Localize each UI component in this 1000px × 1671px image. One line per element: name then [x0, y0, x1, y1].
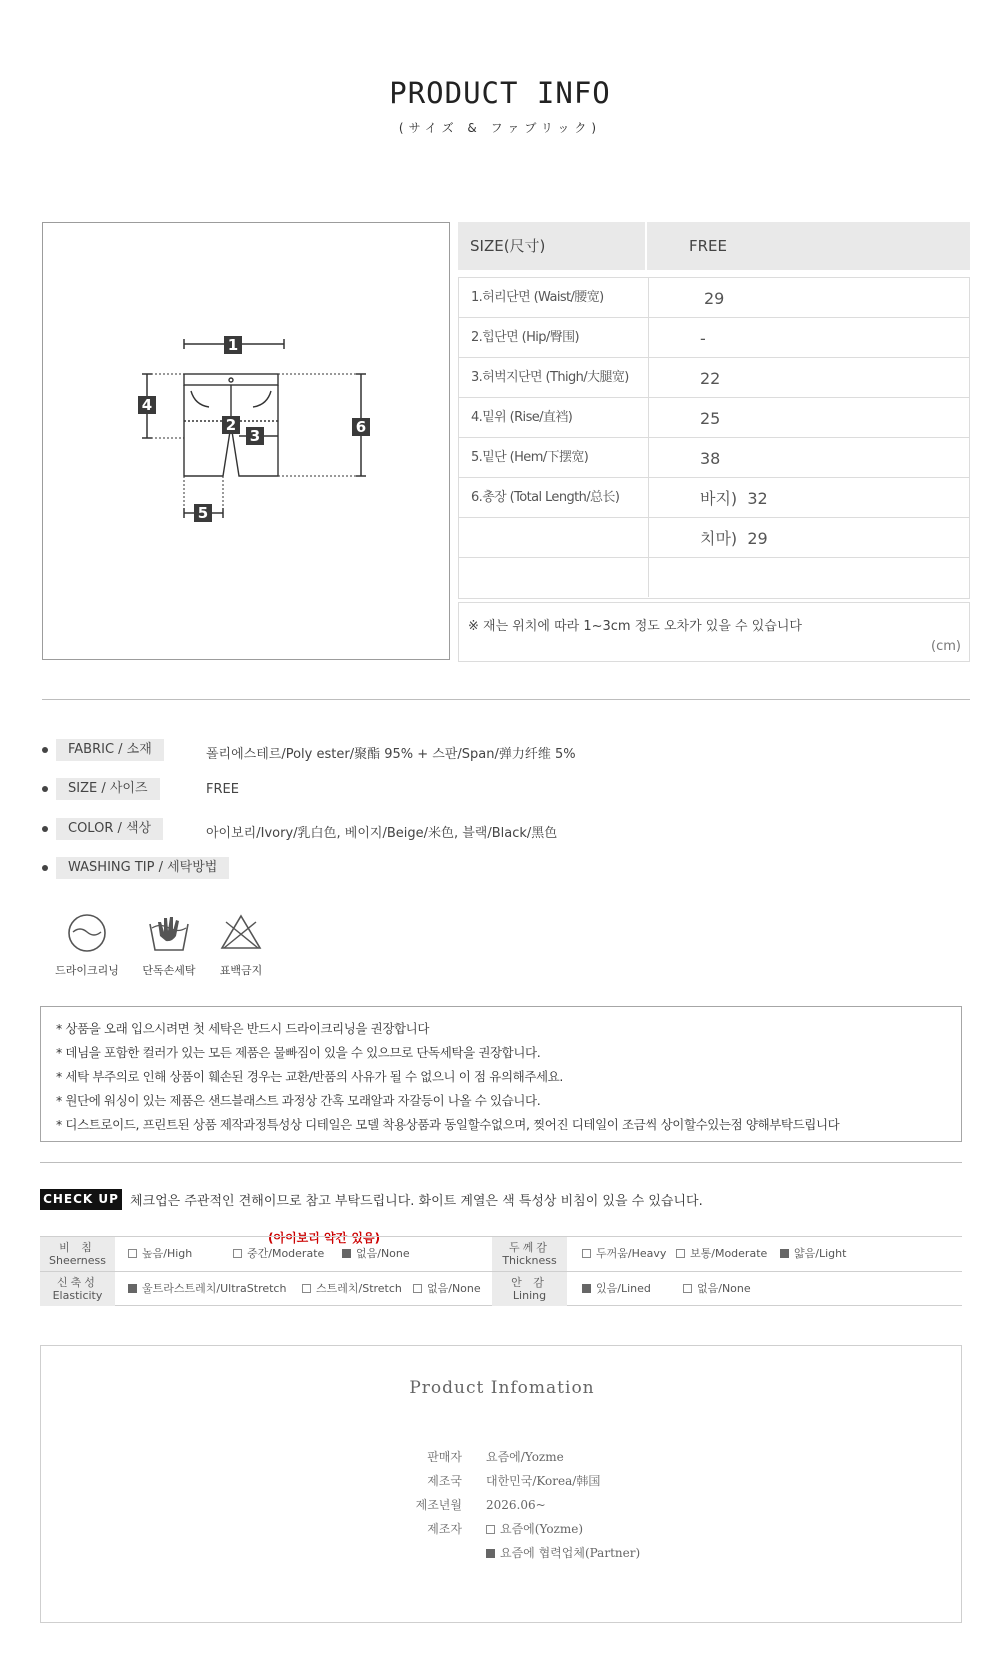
size-row-label: 2.힙단면 (Hip/臀围) [459, 318, 649, 357]
care-note: * 데님을 포함한 컬러가 있는 모든 제품은 물빠짐이 있을 수 있으므로 단독세탁을 권장합니다. [56, 1045, 541, 1060]
bullet-icon [42, 865, 48, 871]
manufacture-date-row [41, 1494, 963, 1516]
manufacturer-value-wrap [486, 1518, 583, 1540]
size-table [458, 277, 970, 599]
checkbox-icon [302, 1284, 311, 1293]
lining-header-ko: 안 감 [511, 1276, 548, 1289]
option-label: 없음/None [427, 1282, 481, 1295]
option-label: 중간/Moderate [247, 1247, 325, 1260]
checkbox-icon [128, 1249, 137, 1258]
size-table-header [458, 222, 970, 270]
seller-key: 판매자 [427, 1450, 462, 1464]
shorts-diagram-svg [43, 223, 451, 661]
checkbox-icon [233, 1249, 242, 1258]
sheerness-red-note: (아이보리 약간 있음) [268, 1231, 381, 1245]
button-dot [229, 378, 233, 382]
marker-4: 4 [141, 396, 153, 414]
marker-5: 5 [197, 504, 209, 522]
manufacturer-row [41, 1518, 963, 1540]
elasticity-option-none [413, 1272, 481, 1306]
option-label: 울트라스트레치/UltraStretch [142, 1282, 287, 1295]
size-row-value: 치마) 29 [700, 529, 768, 548]
size-row-value: 38 [700, 449, 721, 468]
care-note: * 상품을 오래 입으시려면 첫 세탁은 반드시 드라이크리닝을 권장합니다 [56, 1021, 430, 1036]
sheerness-header [40, 1237, 115, 1271]
thickness-option-light [780, 1237, 846, 1271]
checkbox-icon [486, 1525, 495, 1534]
care-notes-box [40, 1006, 962, 1142]
divider [40, 1162, 962, 1163]
check-up-badge: CHECK UP [40, 1189, 122, 1210]
size-header-value: FREE [689, 237, 728, 255]
size-row-label: 1.허리단면 (Waist/腰宽) [459, 278, 649, 317]
manufacture-date-key: 제조년월 [415, 1498, 462, 1512]
hand-wash-label: 단독손세탁 [142, 964, 196, 977]
washing-tip-tag: WASHING TIP / 세탁방법 [56, 857, 229, 879]
option-label: 높음/High [142, 1247, 193, 1260]
lining-option-lined [582, 1272, 651, 1306]
partner-value-wrap [486, 1542, 640, 1564]
lining-option-none [683, 1272, 751, 1306]
manufacture-date-value: 2026.06~ [486, 1498, 546, 1512]
size-row-label: 3.허벅지단면 (Thigh/大腿宽) [459, 358, 649, 397]
color-tag: COLOR / 색상 [56, 818, 163, 840]
checkbox-checked-icon [342, 1249, 351, 1258]
checkbox-icon [582, 1249, 591, 1258]
check-up-table [40, 1236, 962, 1306]
lining-header-en: Lining [512, 1289, 547, 1302]
fabric-tag: FABRIC / 소재 [56, 739, 164, 761]
option-label: 없음/None [356, 1247, 410, 1260]
product-information-title: Product Infomation [409, 1378, 595, 1398]
checkbox-checked-icon [780, 1249, 789, 1258]
page-subtitle: (サイズ & ファブリック) [398, 121, 602, 135]
sheerness-option-none [342, 1237, 410, 1271]
size-row-empty [459, 558, 969, 598]
sheerness-option-moderate [233, 1237, 324, 1271]
option-label: 없음/None [697, 1282, 751, 1295]
elasticity-option-ultrastretch [128, 1272, 286, 1306]
divider [42, 699, 970, 700]
size-row-value: 22 [700, 369, 721, 388]
marker-3: 3 [249, 427, 261, 445]
dry-clean-icon [64, 910, 110, 956]
size-row-total-length [459, 478, 969, 518]
size-row-value: 25 [700, 409, 721, 428]
size-row-label [459, 518, 649, 557]
care-note: * 원단에 워싱이 있는 제품은 샌드블래스트 과정상 간혹 모래알과 자갈등이 나올 수 있습니다. [56, 1093, 541, 1108]
checkbox-icon [676, 1249, 685, 1258]
no-bleach-label: 표백금지 [219, 964, 263, 977]
size-row-thigh [459, 358, 969, 398]
size-row-hip [459, 318, 969, 358]
elasticity-header-en: Elasticity [52, 1289, 103, 1302]
checkbox-checked-icon [128, 1284, 137, 1293]
country-key: 제조국 [427, 1474, 462, 1488]
lining-header [492, 1272, 567, 1306]
option-label: 보통/Moderate [690, 1247, 768, 1260]
size-tag: SIZE / 사이즈 [56, 778, 160, 800]
marker-1: 1 [227, 336, 239, 354]
checkbox-checked-icon [486, 1549, 495, 1558]
thickness-header-en: Thickness [502, 1254, 557, 1267]
thickness-option-heavy [582, 1237, 666, 1271]
thickness-header-ko: 두께감 [509, 1241, 550, 1254]
bullet-icon [42, 826, 48, 832]
option-label: 스트레치/Stretch [316, 1282, 402, 1295]
measurement-note: ※ 재는 위치에 따라 1~3cm 정도 오차가 있을 수 있습니다 [468, 619, 802, 634]
size-row-rise [459, 398, 969, 438]
seller-value: 요즘에/Yozme [486, 1450, 564, 1464]
checkbox-icon [683, 1284, 692, 1293]
partner-value: 요즘에 협력업체(Partner) [500, 1546, 641, 1560]
size-header-label: SIZE(尺寸) [458, 222, 647, 270]
sheerness-header-ko: 비 침 [59, 1241, 96, 1254]
manufacturer-value: 요즘에(Yozme) [500, 1522, 584, 1536]
care-note: * 세탁 부주의로 인해 상품이 훼손된 경우는 교환/반품의 사유가 될 수 없으니 이 점 유의해주세요. [56, 1069, 563, 1084]
option-label: 있음/Lined [596, 1282, 651, 1295]
care-note: * 디스트로이드, 프린트된 상품 제작과정특성상 디테일은 모델 착용상품과 동일할수없으며, 찢어진 디테일이 조금씩 상이할수있는점 양해부탁드립니다 [56, 1117, 840, 1132]
size-value: FREE [206, 782, 239, 797]
shorts-measurement-diagram [42, 222, 450, 660]
thickness-option-moderate [676, 1237, 767, 1271]
hand-wash-icon [146, 910, 192, 956]
product-information-box [40, 1345, 962, 1623]
size-row-value: 바지) 32 [700, 489, 768, 508]
color-value: 아이보리/Ivory/乳白色, 베이지/Beige/米色, 블랙/Black/黑色 [206, 826, 558, 841]
manufacturer-key: 제조자 [427, 1522, 462, 1536]
size-row-value: - [700, 329, 706, 348]
fabric-value: 폴리에스테르/Poly ester/聚酯 95% + 스판/Span/弹力纤维 5% [206, 747, 576, 762]
dry-clean-label: 드라이크리닝 [55, 964, 119, 977]
elasticity-option-stretch [302, 1272, 402, 1306]
marker-6: 6 [355, 418, 367, 436]
unit-label: (cm) [931, 639, 961, 654]
country-value: 대한민국/Korea/韩国 [486, 1474, 601, 1488]
elasticity-header [40, 1272, 115, 1306]
size-row-waist [459, 278, 969, 318]
size-row-label: 4.밑위 (Rise/直裆) [459, 398, 649, 437]
page-title: PRODUCT INFO [389, 76, 611, 110]
bullet-icon [42, 786, 48, 792]
checkbox-checked-icon [582, 1284, 591, 1293]
seller-row [41, 1446, 963, 1468]
no-bleach-icon [218, 910, 264, 956]
partner-row [41, 1542, 963, 1564]
check-up-description: 체크업은 주관적인 견해이므로 참고 부탁드립니다. 화이트 계열은 색 특성상 비침이 있을 수 있습니다. [130, 1194, 703, 1209]
option-label: 얇음/Light [794, 1247, 847, 1260]
elasticity-header-ko: 신축성 [57, 1276, 98, 1289]
measurement-note-box [458, 602, 970, 662]
marker-2: 2 [225, 416, 237, 434]
size-row-value: 29 [704, 289, 725, 308]
sheerness-option-high [128, 1237, 192, 1271]
thickness-header [492, 1237, 567, 1271]
country-row [41, 1470, 963, 1492]
bullet-icon [42, 747, 48, 753]
size-row-skirt-length [459, 518, 969, 558]
size-row-hem [459, 438, 969, 478]
size-row-label: 5.밑단 (Hem/下摆宽) [459, 438, 649, 477]
sheerness-header-en: Sheerness [48, 1254, 107, 1267]
waistband-shape [184, 374, 278, 385]
size-row-label [459, 558, 649, 597]
option-label: 두꺼움/Heavy [596, 1247, 667, 1260]
checkbox-icon [413, 1284, 422, 1293]
size-row-label: 6.총장 (Total Length/总长) [459, 478, 649, 517]
